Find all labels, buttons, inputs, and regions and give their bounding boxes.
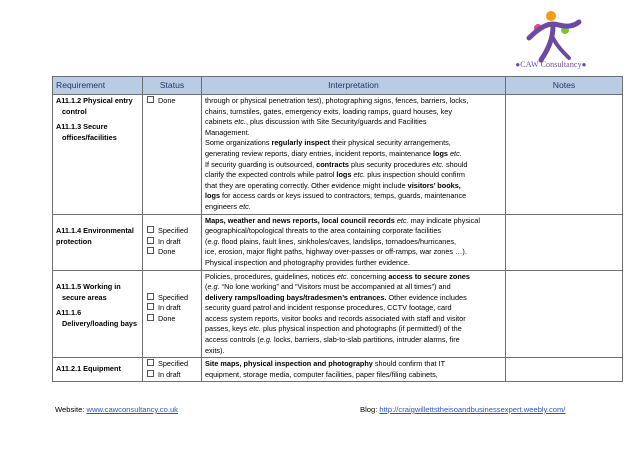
requirement-cell xyxy=(53,214,143,270)
requirement-ref: A11.2.1 Equipment xyxy=(56,364,121,374)
status-label: Done xyxy=(158,96,176,105)
status-option[interactable] xyxy=(146,96,198,107)
notes-cell[interactable] xyxy=(506,214,623,270)
interpretation-line: Some organizations regularly inspect their physical security arrangements, xyxy=(205,138,451,148)
status-label: Specified xyxy=(158,359,189,369)
logo-text: ●CAW Consultancy● xyxy=(515,60,587,69)
logo-body xyxy=(541,26,553,60)
interpretation-line: passes, keys etc. plus physical inspection and photographs (if permitted!) of the xyxy=(205,324,462,334)
interpretation-line: ice, erosion, major flight paths, highway over-passes or off-ramps, war zones …). xyxy=(205,247,467,257)
caw-logo xyxy=(523,8,585,66)
spacer xyxy=(56,272,139,283)
requirement-cell xyxy=(53,358,143,382)
status-label: Specified xyxy=(158,226,189,236)
website-label: Website: xyxy=(55,405,87,414)
header-interpretation: Interpretation xyxy=(202,77,506,95)
interpretation-cell xyxy=(202,95,506,215)
interpretation-line: security guard patrol and incident response procedures, CCTV footage, card xyxy=(205,303,452,313)
header-row xyxy=(53,77,623,95)
spacer xyxy=(146,282,198,293)
interpretation-line: logs for access cards or keys issued to contractors, temps, guards, maintenance xyxy=(205,191,467,201)
interpretation-line: delivery ramps/loading bays/tradesmen’s entrances. Other evidence includes xyxy=(205,292,467,302)
interpretation-cell xyxy=(202,270,506,358)
requirement-cell xyxy=(53,270,143,358)
spacer xyxy=(56,216,139,227)
status-cell xyxy=(143,214,202,270)
table-row xyxy=(53,270,623,358)
status-label: Done xyxy=(158,313,176,323)
requirement-ref: A11.1.6 Delivery/loading bays xyxy=(56,308,138,328)
status-cell xyxy=(143,270,202,358)
footer-blog xyxy=(360,405,565,414)
header-status: Status xyxy=(143,77,202,95)
status-option[interactable] xyxy=(146,293,198,304)
interpretation-line: Maps, weather and news reports, local council records etc. may indicate physical xyxy=(205,215,480,225)
checkbox-icon[interactable] xyxy=(147,247,154,254)
status-label: In draft xyxy=(158,369,181,379)
interpretation-line: (e.g. “No lone working” and “Visitors must be accompanied at all times”) and xyxy=(205,282,451,292)
interpretation-line: clarify the expected controls while patrol logs etc. plus inspection should confirm xyxy=(205,170,465,180)
interpretation-line: chains, turnstiles, gates, emergency exits, loading ramps, guard houses, key xyxy=(205,106,453,116)
interpretation-line: equipment, storage media, computer facilities, paper files/filing cabinets, xyxy=(205,369,438,379)
checkbox-icon[interactable] xyxy=(147,293,154,300)
status-option[interactable] xyxy=(146,226,198,237)
spacer xyxy=(146,272,198,283)
status-cell xyxy=(143,358,202,382)
table-row xyxy=(53,214,623,270)
header-notes: Notes xyxy=(506,77,623,95)
status-label: In draft xyxy=(158,303,181,313)
requirement-ref: A11.1.3 Secure offices/facilities xyxy=(56,122,117,142)
blog-label: Blog: xyxy=(360,405,380,414)
interpretation-line: through or physical penetration test), photographing signs, fences, barriers, locks, xyxy=(205,96,469,105)
checkbox-icon[interactable] xyxy=(147,96,154,103)
interpretation-line: geographical/topological threats to the area containing corporate facilities xyxy=(205,226,442,236)
spacer xyxy=(146,216,198,227)
requirement-ref: A11.1.5 Working in secure areas xyxy=(56,282,121,302)
interpretation-line: generating review reports, diary entries, incident reports, maintenance logs etc. xyxy=(205,148,462,158)
status-option[interactable] xyxy=(146,314,198,325)
checkbox-icon[interactable] xyxy=(147,226,154,233)
notes-cell[interactable] xyxy=(506,95,623,215)
checkbox-icon[interactable] xyxy=(147,303,154,310)
status-cell xyxy=(143,95,202,215)
notes-cell[interactable] xyxy=(506,270,623,358)
status-option[interactable] xyxy=(146,303,198,314)
blog-link[interactable]: http://craigwillettstheisoandbusinessexpert.weebly.com/ xyxy=(379,405,566,414)
interpretation-line: Management. xyxy=(205,127,250,137)
interpretation-line: access system reports, visitor books and records associated with staff and visitor xyxy=(205,313,466,323)
checkbox-icon[interactable] xyxy=(147,370,154,377)
requirement-ref: A11.1.2 Physical entry control xyxy=(56,96,133,116)
status-option[interactable] xyxy=(146,247,198,258)
status-label: Done xyxy=(158,247,176,257)
interpretation-line: that they are operating correctly. Other evidence might include visitors’ books, xyxy=(205,180,461,190)
requirements-table xyxy=(52,76,623,382)
table-row xyxy=(53,358,623,382)
interpretation-cell xyxy=(202,214,506,270)
checkbox-icon[interactable] xyxy=(147,359,154,366)
table-row xyxy=(53,95,623,215)
interpretation-line: exits). xyxy=(205,345,225,355)
header-requirement: Requirement xyxy=(53,77,143,95)
interpretation-cell xyxy=(202,358,506,382)
logo-leg xyxy=(553,38,569,58)
interpretation-line: cabinets etc., plus discussion with Site Security/guards and Facilities xyxy=(205,117,427,127)
status-option[interactable] xyxy=(146,359,198,370)
interpretation-line: Physical inspection and photography provides further evidence. xyxy=(205,257,410,267)
checkbox-icon[interactable] xyxy=(147,237,154,244)
status-label: Specified xyxy=(158,292,189,302)
notes-cell[interactable] xyxy=(506,358,623,382)
status-option[interactable] xyxy=(146,237,198,248)
interpretation-line: Policies, procedures, guidelines, notices etc. concerning access to secure zones xyxy=(205,271,470,281)
status-label: In draft xyxy=(158,236,181,246)
interpretation-line: engineers etc. xyxy=(205,201,251,211)
requirement-ref: A11.1.4 Environmental protection xyxy=(56,226,134,246)
interpretation-line: If security guarding is outsourced, contracts plus security procedures etc. should xyxy=(205,159,468,169)
website-link[interactable]: www.cawconsultancy.co.uk xyxy=(86,405,178,414)
checkbox-icon[interactable] xyxy=(147,314,154,321)
interpretation-line: access controls (e.g. locks, barriers, slab-to-slab partitions, intruder alarms, fire xyxy=(205,335,460,345)
interpretation-line: Site maps, physical inspection and photography should confirm that IT xyxy=(205,359,446,369)
footer-website xyxy=(55,405,178,414)
interpretation-line: (e.g. flood plains, fault lines, sinkholes/caves, landslips, tornadoes/hurricanes, xyxy=(205,236,457,246)
requirement-cell xyxy=(53,95,143,215)
logo-figure-orange xyxy=(546,11,556,21)
status-option[interactable] xyxy=(146,370,198,381)
